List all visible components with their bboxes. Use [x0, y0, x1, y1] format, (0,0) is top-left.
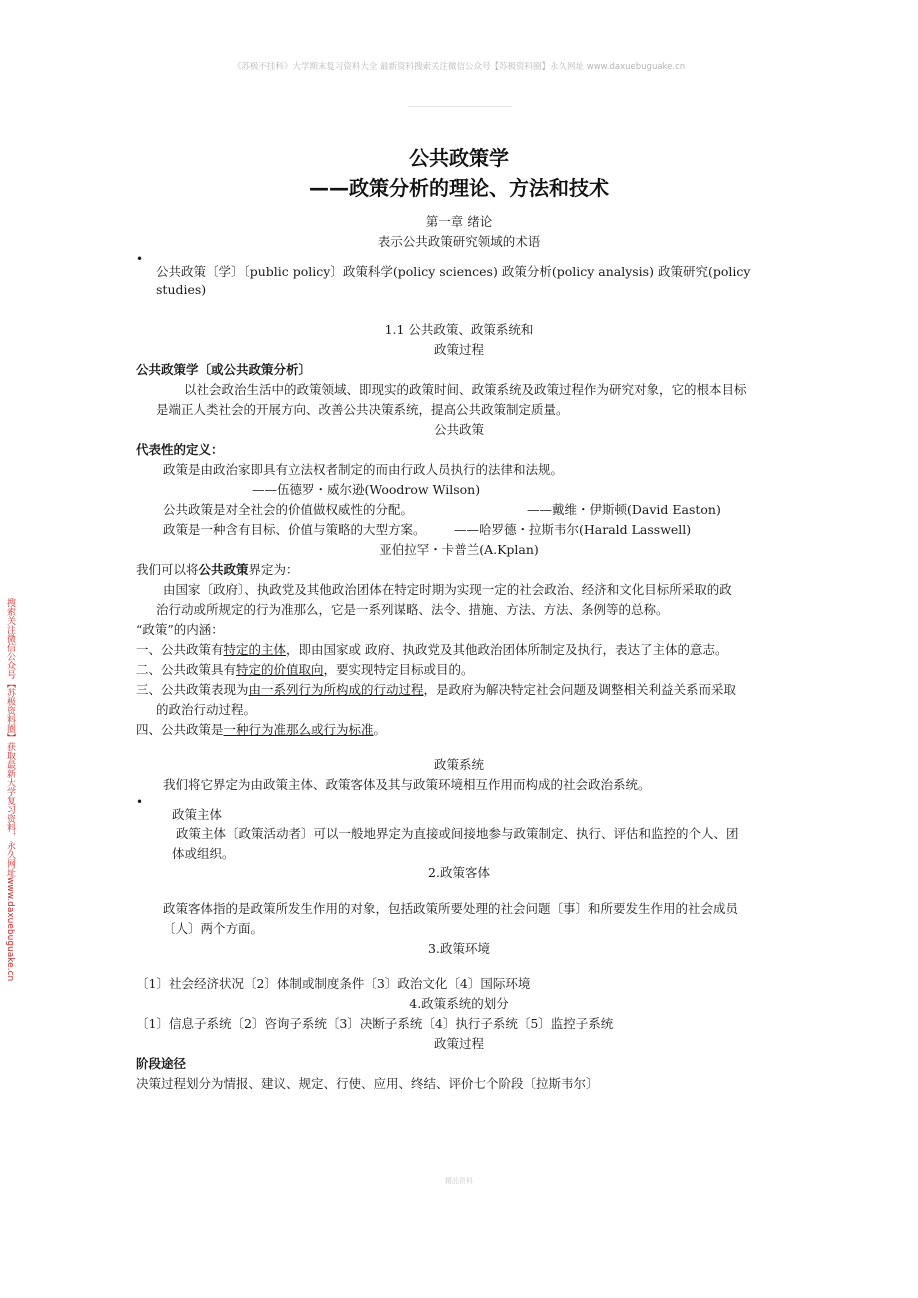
- easton-quote: 公共政策是对全社会的价值做权威性的分配。: [163, 502, 414, 517]
- policy-object-line-1: 政策客体指的是政策所发生作用的对象，包括政策所要处理的社会问题〔事〕和所要发生作用的社会成员: [163, 901, 739, 916]
- policy-process-heading: 政策过程: [433, 1036, 484, 1051]
- our-definition-suffix: 界定为：: [248, 562, 299, 577]
- policy-system-definition: 我们将它界定为由政策主体、政策客体及其与政策环境相互作用而构成的社会政治系统。: [163, 777, 651, 792]
- policy-division-list: 〔1〕信息子系统〔2〕咨询子系统〔3〕决断子系统〔4〕执行子系统〔5〕监控子系统: [136, 1016, 614, 1031]
- our-definition-bold: 公共政策: [198, 562, 249, 577]
- lasswell-author: ——哈罗德・拉斯韦尔(Harald Lasswell): [454, 522, 692, 537]
- connotation-item-4: 四、公共政策是一种行为准那么或行为标准。: [136, 722, 387, 737]
- policy-env-heading: 3.政策环境: [428, 941, 490, 956]
- header-divider: [408, 106, 512, 107]
- policy-subject-heading: 政策主体: [172, 807, 223, 822]
- policy-system-heading: 政策系统: [433, 757, 484, 772]
- doc-subtitle: ——政策分析的理论、方法和技术: [309, 176, 609, 200]
- section-heading: 1.1 公共政策、政策系统和: [384, 322, 534, 337]
- header-watermark: 《苏极不挂科》大学期末复习资料大全 最新资料搜索关注微信公众号【苏极资料圈】永久网址 www.daxuebuguake.cn: [232, 62, 686, 72]
- underlined-term: 特定的价值取向: [236, 662, 324, 677]
- public-policy-heading: 公共政策: [433, 422, 484, 437]
- bullet-marker: •: [136, 252, 144, 266]
- policy-division-heading: 4.政策系统的划分: [409, 996, 509, 1011]
- wilson-author: ——伍德罗・威尔逊(Woodrow Wilson): [252, 482, 481, 497]
- connotation-item-3: 三、公共政策表现为由一系列行为所构成的行动过程，是政府为解决特定社会问题及调整相关利益关系而采取: [136, 682, 737, 697]
- connotation-item-2: 二、公共政策具有特定的价值取向，要实现特定目标或目的。: [136, 662, 474, 677]
- ppa-heading: 公共政策学〔或公共政策分析〕: [136, 362, 312, 377]
- kaplan-author: 亚伯拉罕・卡普兰(A.Kplan): [379, 542, 539, 557]
- connotation-heading: “政策”的内涵：: [136, 622, 224, 637]
- side-watermark: 搜索关注微信公众号【苏极资料圈】获取最新大学复习资料，永久网址www.daxuebuguake.cn: [5, 598, 15, 982]
- stage-text: 决策过程划分为情报、建议、规定、行使、应用、终结、评价七个阶段〔拉斯韦尔〕: [136, 1076, 599, 1091]
- our-definition-intro: [136, 561, 299, 579]
- ppa-paragraph-2: 是端正人类社会的开展方向、改善公共决策系统，提高公共政策制定质量。: [156, 402, 569, 417]
- policy-subject-line-1: 政策主体〔政策活动者〕可以一般地界定为直接或间接地参与政策制定、执行、评估和监控的个人、团: [176, 826, 739, 841]
- connotation-item-1: 一、公共政策有特定的主体，即由国家或 政府、执政党及其他政治团体所制定及执行，表达了主体的意志。: [136, 642, 728, 657]
- ppa-paragraph-1: 以社会政治生活中的政策领域、即现实的政策时间、政策系统及政策过程作为研究对象，它的根本目标: [184, 382, 747, 397]
- our-definition-para-2: 治行动或所规定的行为准那么，它是一系列谋略、法令、措施、方法、方法、条例等的总称。: [156, 602, 669, 617]
- our-definition-para-1: 由国家〔政府〕、执政党及其他政治团体在特定时期为实现一定的社会政治、经济和文化目标所采取的政: [163, 582, 732, 597]
- lasswell-quote: 政策是一种含有目标、价值与策略的大型方案。: [163, 522, 426, 537]
- connotation-item-3-cont: 的政治行动过程。: [156, 702, 257, 717]
- chapter-heading: 第一章 绪论: [425, 214, 493, 229]
- terms-heading: 表示公共政策研究领域的术语: [377, 234, 541, 249]
- doc-title: 公共政策学: [409, 146, 509, 170]
- footer-text: 精品资料: [445, 1177, 473, 1185]
- underlined-term: 由一系列行为所构成的行动过程: [248, 682, 424, 697]
- terms-line-1: 公共政策〔学〕〔public policy〕政策科学(policy sciences) 政策分析(policy analysis) 政策研究(policy: [156, 264, 751, 279]
- section-heading-cont: 政策过程: [433, 342, 484, 357]
- wilson-quote: 政策是由政治家即具有立法权者制定的而由行政人员执行的法律和法规。: [163, 462, 564, 477]
- definitions-heading: 代表性的定义：: [136, 442, 224, 457]
- stage-heading: 阶段途径: [136, 1056, 187, 1071]
- our-definition-prefix: 我们可以将: [136, 562, 199, 577]
- policy-env-list: 〔1〕社会经济状况〔2〕体制或制度条件〔3〕政治文化〔4〕国际环境: [136, 976, 531, 991]
- underlined-term: 特定的主体: [223, 642, 287, 657]
- policy-object-line-2: 〔人〕两个方面。: [163, 921, 264, 936]
- easton-author: ——戴维・伊斯顿(David Easton): [527, 502, 721, 517]
- bullet-marker: •: [136, 795, 144, 809]
- policy-subject-line-2: 体或组织。: [172, 846, 235, 861]
- terms-line-2: studies): [156, 282, 207, 297]
- underlined-term: 一种行为准那么或行为标准: [223, 722, 374, 737]
- policy-object-heading: 2.政策客体: [428, 865, 490, 880]
